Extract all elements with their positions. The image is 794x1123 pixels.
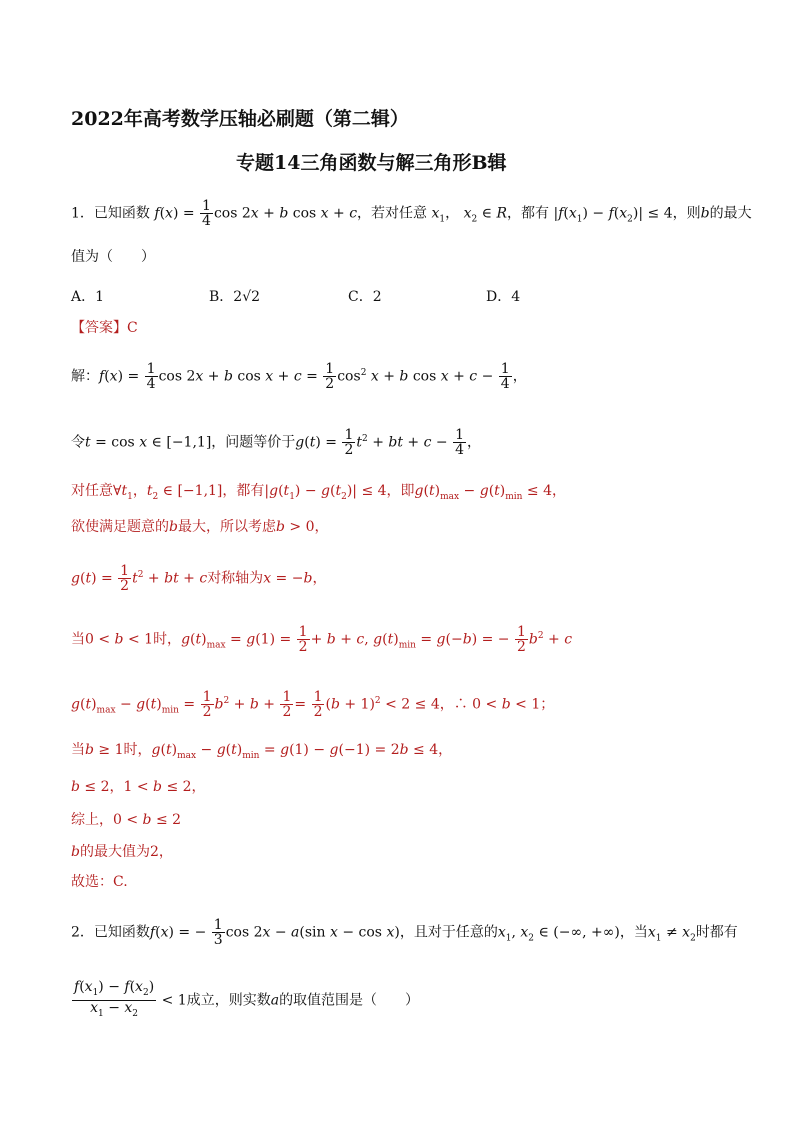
option-c: C．2 [348, 289, 382, 305]
option-b: B．2√2 [209, 289, 261, 305]
answer-label: 【答案】C [71, 320, 138, 336]
q2-stem-line1: 2．已知函数f(x) = − $\frac{1}{3}$ cos 2x − a(sin x − cos x)，且对于任意的$x_1$, $x_2$ ∈ (−∞, +∞)，当$x_1 \ne x_2$时都有 [71, 917, 738, 948]
solution-line-2: 令t = cos x ∈ [−1,1]，问题等价于g(t) = $\frac{1}{2}$ $t^2$ + bt + c − $\frac{1}{4}$ ， [71, 427, 482, 458]
solution-line-1: 解：f(x) = $\frac{1}{4}$ cos 2x + b cos x + c = $\frac{1}{2}$ $\cos^2 x + b$ cos x + c − $\frac{1}{4}$ ， [71, 361, 527, 392]
q1-stem-line2: 值为（ ） [71, 249, 155, 265]
solution-line-9: b ≤ 2，1 < b ≤ 2， [71, 779, 206, 795]
solution-line-8: 当b ≥ 1时，$g(t)_{max} - g(t)_{min} = g(1) - g(-1) = 2b \le 4$， [71, 742, 453, 761]
solution-line-11: b的最大值为2， [71, 844, 173, 860]
document-title: 2022年高考数学压轴必刷题（第二辑） [71, 108, 409, 130]
document-subtitle: 专题14三角函数与解三角形B辑 [236, 152, 507, 174]
fraction: $\frac{1}{4}$ [202, 198, 211, 229]
solution-line-10: 综上，0 < b ≤ 2 [71, 812, 182, 828]
option-a: A．1 [71, 289, 105, 305]
solution-line-5: g(t) = $\frac{1}{2}$ $t^2$ + bt + c对称轴为x = −b， [71, 563, 327, 594]
q2-stem-line2: $\frac{f(x_1) - f(x_2)}{x_1 - x_2}$ < 1成立，则实数a的取值范围是（ ） [74, 979, 420, 1019]
solution-line-4: 欲使满足题意的b最大，所以考虑b > 0， [71, 519, 329, 535]
option-d: D．4 [486, 289, 521, 305]
q1-stem-line1: 1．已知函数 f(x) = $\frac{1}{4}$ cos 2x + b cos x + c，若对任意 $x_1$， $x_2$ ∈ R，都有 $|f(x_1) - f(x_2)| \le 4$，则b的最大 [71, 198, 752, 229]
solution-line-7: $g(t)_{max} - g(t)_{min}$ = $\frac{1}{2}$ $b^2 + b$ + $\frac{1}{2}$ = $\frac{1}{2}$ $(b + 1)^2 < 2 \le 4$，∴ 0 < b < 1； [71, 689, 555, 720]
solution-line-6: 当0 < b < 1时，$g(t)_{max} = g(1)$ = $\frac{1}{2}$ + b + c, $g(t)_{min} = g(-b)$ = − $\frac{1}{2}$ $b^2 + c$ [71, 624, 573, 655]
solution-line-3: 对任意$\forall t_1$，$t_2$ ∈ [−1,1]，都有$|g(t_1) - g(t_2)| \le 4$，即$g(t)_{max} - g(t)_{min} \le 4$， [71, 483, 567, 502]
solution-choice: 故选：C. [71, 874, 128, 890]
